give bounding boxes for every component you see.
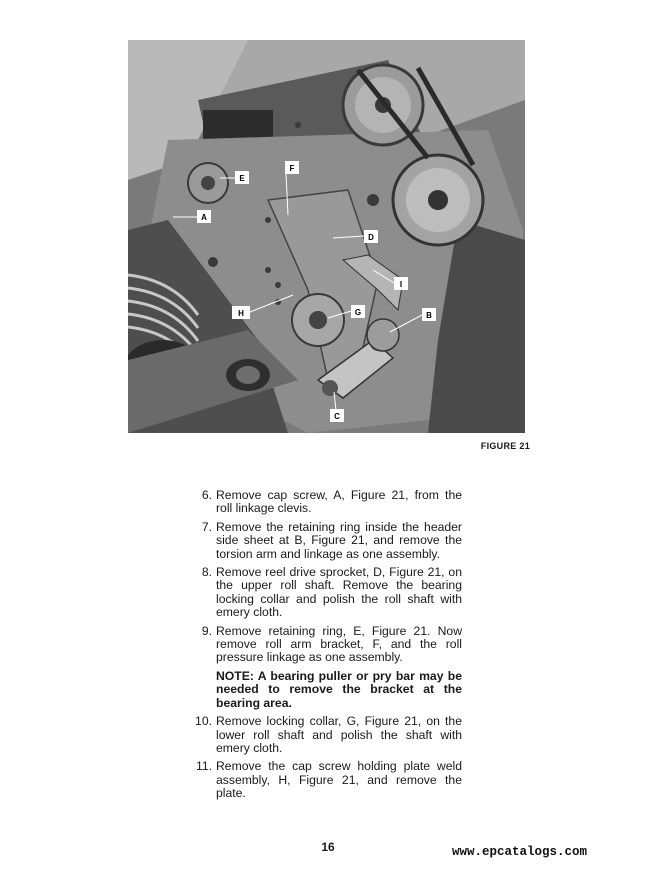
step-item: [190, 521, 462, 561]
page-number: 16: [321, 840, 335, 854]
step-text: Remove the cap screw holding plate weld assembly, H, Figure 21, and remove the plate.: [216, 759, 462, 801]
machinery-photo-illustration: [128, 40, 525, 433]
step-item: [190, 760, 462, 800]
figure-21-photo: [128, 40, 525, 433]
svg-text:G: G: [354, 308, 362, 317]
instruction-steps: [190, 489, 462, 806]
svg-text:B: B: [426, 311, 432, 320]
watermark-link[interactable]: www.epcatalogs.com: [452, 845, 588, 859]
svg-text:F: F: [289, 164, 295, 173]
svg-text:E: E: [239, 174, 245, 183]
step-text: Remove reel drive sprocket, D, Figure 21, on the upper roll shaft. Remove the bearing locking collar and polish the roll shaft with emery cloth.: [216, 565, 462, 620]
step-text: Remove retaining ring, E, Figure 21. Now remove roll arm bracket, F, and the roll pressure linkage as one assembly.: [216, 623, 462, 665]
step-item: [190, 715, 462, 755]
step-number: 8.: [201, 565, 212, 580]
step-item: [190, 489, 462, 516]
step-number: 10.: [195, 714, 212, 729]
svg-text:A: A: [201, 213, 207, 222]
note-text: NOTE: A bearing puller or pry bar may be needed to remove the bracket at the bearing area.: [216, 668, 462, 710]
svg-text:D: D: [368, 233, 374, 242]
svg-text:H: H: [238, 309, 244, 318]
figure-caption: FIGURE 21: [480, 441, 530, 451]
step-number: 9.: [201, 623, 212, 638]
step-number: 7.: [201, 519, 212, 534]
step-number: 6.: [201, 488, 212, 502]
step-item: [190, 566, 462, 620]
svg-text:I: I: [399, 280, 403, 289]
step-text: Remove locking collar, G, Figure 21, on the lower roll shaft and polish the shaft with emery cloth.: [216, 714, 462, 755]
step-text: Remove cap screw, A, Figure 21, from the roll linkage clevis.: [216, 488, 462, 516]
step-text: Remove the retaining ring inside the header side sheet at B, Figure 21, and remove the torsion arm and linkage as one assembly.: [216, 519, 462, 561]
step-number: 11.: [195, 759, 212, 774]
svg-text:C: C: [334, 412, 340, 421]
step-item: [190, 625, 462, 665]
